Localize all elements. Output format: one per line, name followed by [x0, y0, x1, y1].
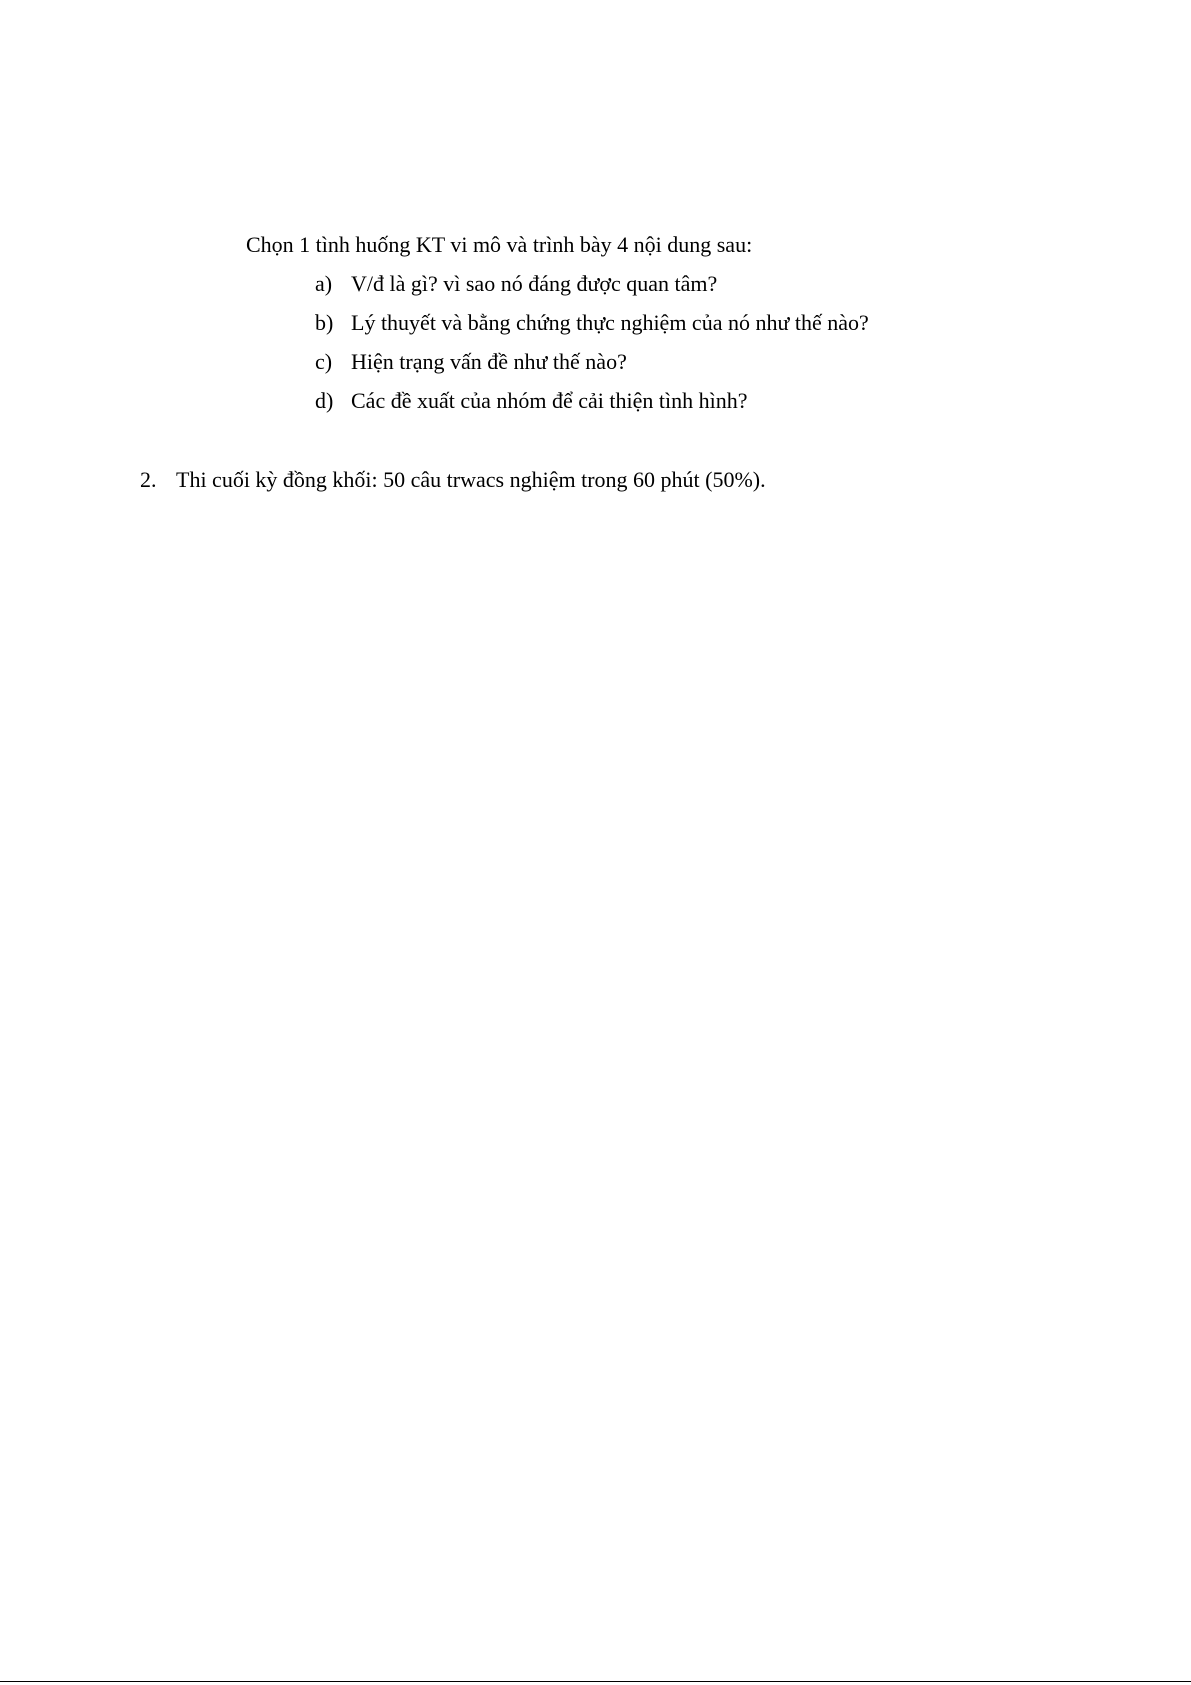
intro-text: Chọn 1 tình huống KT vi mô và trình bày 4 nội dung sau: [246, 232, 753, 257]
list-item [315, 349, 869, 388]
list-marker: c) [315, 349, 333, 374]
footer-divider [0, 1681, 1191, 1682]
number-marker: 2. [140, 467, 157, 492]
list-item [315, 310, 869, 349]
list-item [315, 271, 869, 310]
list-marker: b) [315, 310, 334, 335]
list-item-text: V/đ là gì? vì sao nó đáng được quan tâm? [351, 271, 718, 296]
list-item-text: Hiện trạng vấn đề như thế nào? [351, 349, 627, 374]
sub-item-list [315, 271, 869, 427]
list-marker: d) [315, 388, 334, 413]
list-item [315, 388, 869, 427]
numbered-item-text: Thi cuối kỳ đồng khối: 50 câu trwacs nghiệm trong 60 phút (50%). [176, 467, 766, 492]
list-marker: a) [315, 271, 333, 296]
list-item-text: Các đề xuất của nhóm để cải thiện tình hình? [351, 388, 748, 413]
numbered-item-2 [140, 467, 766, 493]
list-item-text: Lý thuyết và bằng chứng thực nghiệm của nó như thế nào? [351, 310, 869, 335]
